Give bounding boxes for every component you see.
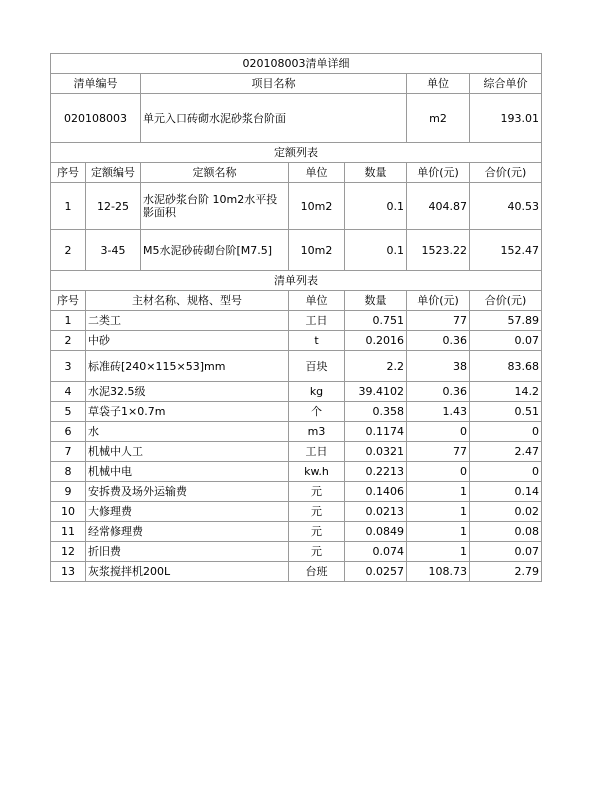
- material-cell-unit-price: 0: [407, 462, 470, 482]
- material-cell-unit: 台班: [289, 562, 345, 582]
- material-cell-unit-price: 77: [407, 311, 470, 331]
- material-cell-qty: 0.751: [345, 311, 407, 331]
- material-cell-qty: 0.2213: [345, 462, 407, 482]
- material-cell-index: 6: [51, 422, 86, 442]
- quota-cell-index: 2: [51, 230, 86, 271]
- quota-header-index: 序号: [51, 163, 86, 183]
- quota-header-unit: 单位: [289, 163, 345, 183]
- material-cell-name: 水: [86, 422, 289, 442]
- material-cell-total: 0: [470, 462, 542, 482]
- material-cell-total: 83.68: [470, 351, 542, 382]
- quota-header-unit-price: 单价(元): [407, 163, 470, 183]
- material-row: [51, 462, 542, 482]
- materials-section-title: 清单列表: [51, 271, 542, 291]
- material-cell-name: 折旧费: [86, 542, 289, 562]
- quota-header-total: 合价(元): [470, 163, 542, 183]
- material-cell-unit: kg: [289, 382, 345, 402]
- material-row: [51, 382, 542, 402]
- material-cell-unit: 元: [289, 522, 345, 542]
- materials-header-unit: 单位: [289, 291, 345, 311]
- material-cell-index: 7: [51, 442, 86, 462]
- summary-header-name: 项目名称: [141, 74, 407, 94]
- material-cell-name: 灰浆搅拌机200L: [86, 562, 289, 582]
- materials-header-qty: 数量: [345, 291, 407, 311]
- material-cell-unit-price: 0: [407, 422, 470, 442]
- material-cell-unit: 元: [289, 542, 345, 562]
- material-cell-total: 0.14: [470, 482, 542, 502]
- summary-header-price: 综合单价: [470, 74, 542, 94]
- materials-header-unit-price: 单价(元): [407, 291, 470, 311]
- material-cell-name: 草袋子1×0.7m: [86, 402, 289, 422]
- material-cell-unit: 个: [289, 402, 345, 422]
- material-cell-name: 机械中人工: [86, 442, 289, 462]
- material-cell-index: 11: [51, 522, 86, 542]
- quota-section-title: 定额列表: [51, 143, 542, 163]
- material-cell-index: 1: [51, 311, 86, 331]
- material-cell-unit: 工日: [289, 442, 345, 462]
- material-cell-total: 0.07: [470, 331, 542, 351]
- material-cell-total: 0.02: [470, 502, 542, 522]
- material-cell-total: 0.08: [470, 522, 542, 542]
- quota-cell-name: 水泥砂浆台阶 10m2水平投影面积: [141, 183, 289, 230]
- quota-header-name: 定额名称: [141, 163, 289, 183]
- quota-cell-code: 12-25: [86, 183, 141, 230]
- material-cell-unit-price: 1: [407, 542, 470, 562]
- material-cell-unit-price: 1: [407, 482, 470, 502]
- material-cell-unit-price: 77: [407, 442, 470, 462]
- quota-cell-name: M5水泥砂砖砌台阶[M7.5]: [141, 230, 289, 271]
- material-cell-qty: 0.1406: [345, 482, 407, 502]
- material-cell-unit-price: 0.36: [407, 331, 470, 351]
- material-cell-qty: 0.0213: [345, 502, 407, 522]
- material-cell-qty: 0.0849: [345, 522, 407, 542]
- material-cell-index: 3: [51, 351, 86, 382]
- material-cell-total: 0.07: [470, 542, 542, 562]
- quota-cell-qty: 0.1: [345, 230, 407, 271]
- material-cell-index: 13: [51, 562, 86, 582]
- material-cell-index: 9: [51, 482, 86, 502]
- material-row: [51, 542, 542, 562]
- material-row: [51, 482, 542, 502]
- material-cell-unit: kw.h: [289, 462, 345, 482]
- quota-row: [51, 183, 542, 230]
- material-cell-qty: 0.074: [345, 542, 407, 562]
- material-cell-name: 水泥32.5级: [86, 382, 289, 402]
- material-row: [51, 422, 542, 442]
- materials-header-index: 序号: [51, 291, 86, 311]
- summary-unit: m2: [407, 94, 470, 143]
- material-cell-name: 安拆费及场外运输费: [86, 482, 289, 502]
- material-cell-total: 0.51: [470, 402, 542, 422]
- material-row: [51, 351, 542, 382]
- material-cell-index: 4: [51, 382, 86, 402]
- material-cell-index: 10: [51, 502, 86, 522]
- material-cell-total: 2.79: [470, 562, 542, 582]
- material-cell-index: 5: [51, 402, 86, 422]
- material-cell-qty: 0.2016: [345, 331, 407, 351]
- quota-cell-unit: 10m2: [289, 230, 345, 271]
- bill-detail-table: [50, 53, 542, 582]
- material-cell-name: 机械中电: [86, 462, 289, 482]
- quota-header-qty: 数量: [345, 163, 407, 183]
- materials-header-name: 主材名称、规格、型号: [86, 291, 289, 311]
- material-cell-total: 57.89: [470, 311, 542, 331]
- quota-header-code: 定额编号: [86, 163, 141, 183]
- material-row: [51, 502, 542, 522]
- quota-cell-unit-price: 1523.22: [407, 230, 470, 271]
- material-cell-total: 14.2: [470, 382, 542, 402]
- material-row: [51, 562, 542, 582]
- material-cell-index: 12: [51, 542, 86, 562]
- material-cell-unit: 元: [289, 502, 345, 522]
- summary-price: 193.01: [470, 94, 542, 143]
- material-cell-unit: m3: [289, 422, 345, 442]
- material-cell-qty: 0.1174: [345, 422, 407, 442]
- material-cell-name: 标准砖[240×115×53]mm: [86, 351, 289, 382]
- material-cell-qty: 39.4102: [345, 382, 407, 402]
- quota-cell-total: 152.47: [470, 230, 542, 271]
- quota-row: [51, 230, 542, 271]
- quota-cell-unit: 10m2: [289, 183, 345, 230]
- material-row: [51, 331, 542, 351]
- summary-code: 020108003: [51, 94, 141, 143]
- material-cell-index: 2: [51, 331, 86, 351]
- material-cell-index: 8: [51, 462, 86, 482]
- material-cell-unit-price: 1: [407, 502, 470, 522]
- material-cell-unit-price: 108.73: [407, 562, 470, 582]
- material-cell-qty: 0.358: [345, 402, 407, 422]
- quota-cell-unit-price: 404.87: [407, 183, 470, 230]
- material-cell-unit-price: 1: [407, 522, 470, 542]
- material-cell-name: 中砂: [86, 331, 289, 351]
- quota-cell-index: 1: [51, 183, 86, 230]
- material-row: [51, 402, 542, 422]
- material-cell-unit-price: 1.43: [407, 402, 470, 422]
- material-cell-name: 经常修理费: [86, 522, 289, 542]
- quota-cell-total: 40.53: [470, 183, 542, 230]
- material-cell-unit-price: 0.36: [407, 382, 470, 402]
- summary-header-unit: 单位: [407, 74, 470, 94]
- material-cell-unit: t: [289, 331, 345, 351]
- table-title: 020108003清单详细: [51, 54, 542, 74]
- material-cell-total: 0: [470, 422, 542, 442]
- material-cell-qty: 0.0257: [345, 562, 407, 582]
- material-cell-name: 大修理费: [86, 502, 289, 522]
- material-cell-unit: 百块: [289, 351, 345, 382]
- material-cell-qty: 2.2: [345, 351, 407, 382]
- summary-name: 单元入口砖砌水泥砂浆台阶面: [141, 94, 407, 143]
- material-cell-total: 2.47: [470, 442, 542, 462]
- materials-header-total: 合价(元): [470, 291, 542, 311]
- material-row: [51, 311, 542, 331]
- material-cell-unit: 元: [289, 482, 345, 502]
- quota-cell-code: 3-45: [86, 230, 141, 271]
- quota-cell-qty: 0.1: [345, 183, 407, 230]
- material-cell-qty: 0.0321: [345, 442, 407, 462]
- material-cell-name: 二类工: [86, 311, 289, 331]
- summary-header-code: 清单编号: [51, 74, 141, 94]
- material-row: [51, 522, 542, 542]
- material-cell-unit: 工日: [289, 311, 345, 331]
- material-row: [51, 442, 542, 462]
- material-cell-unit-price: 38: [407, 351, 470, 382]
